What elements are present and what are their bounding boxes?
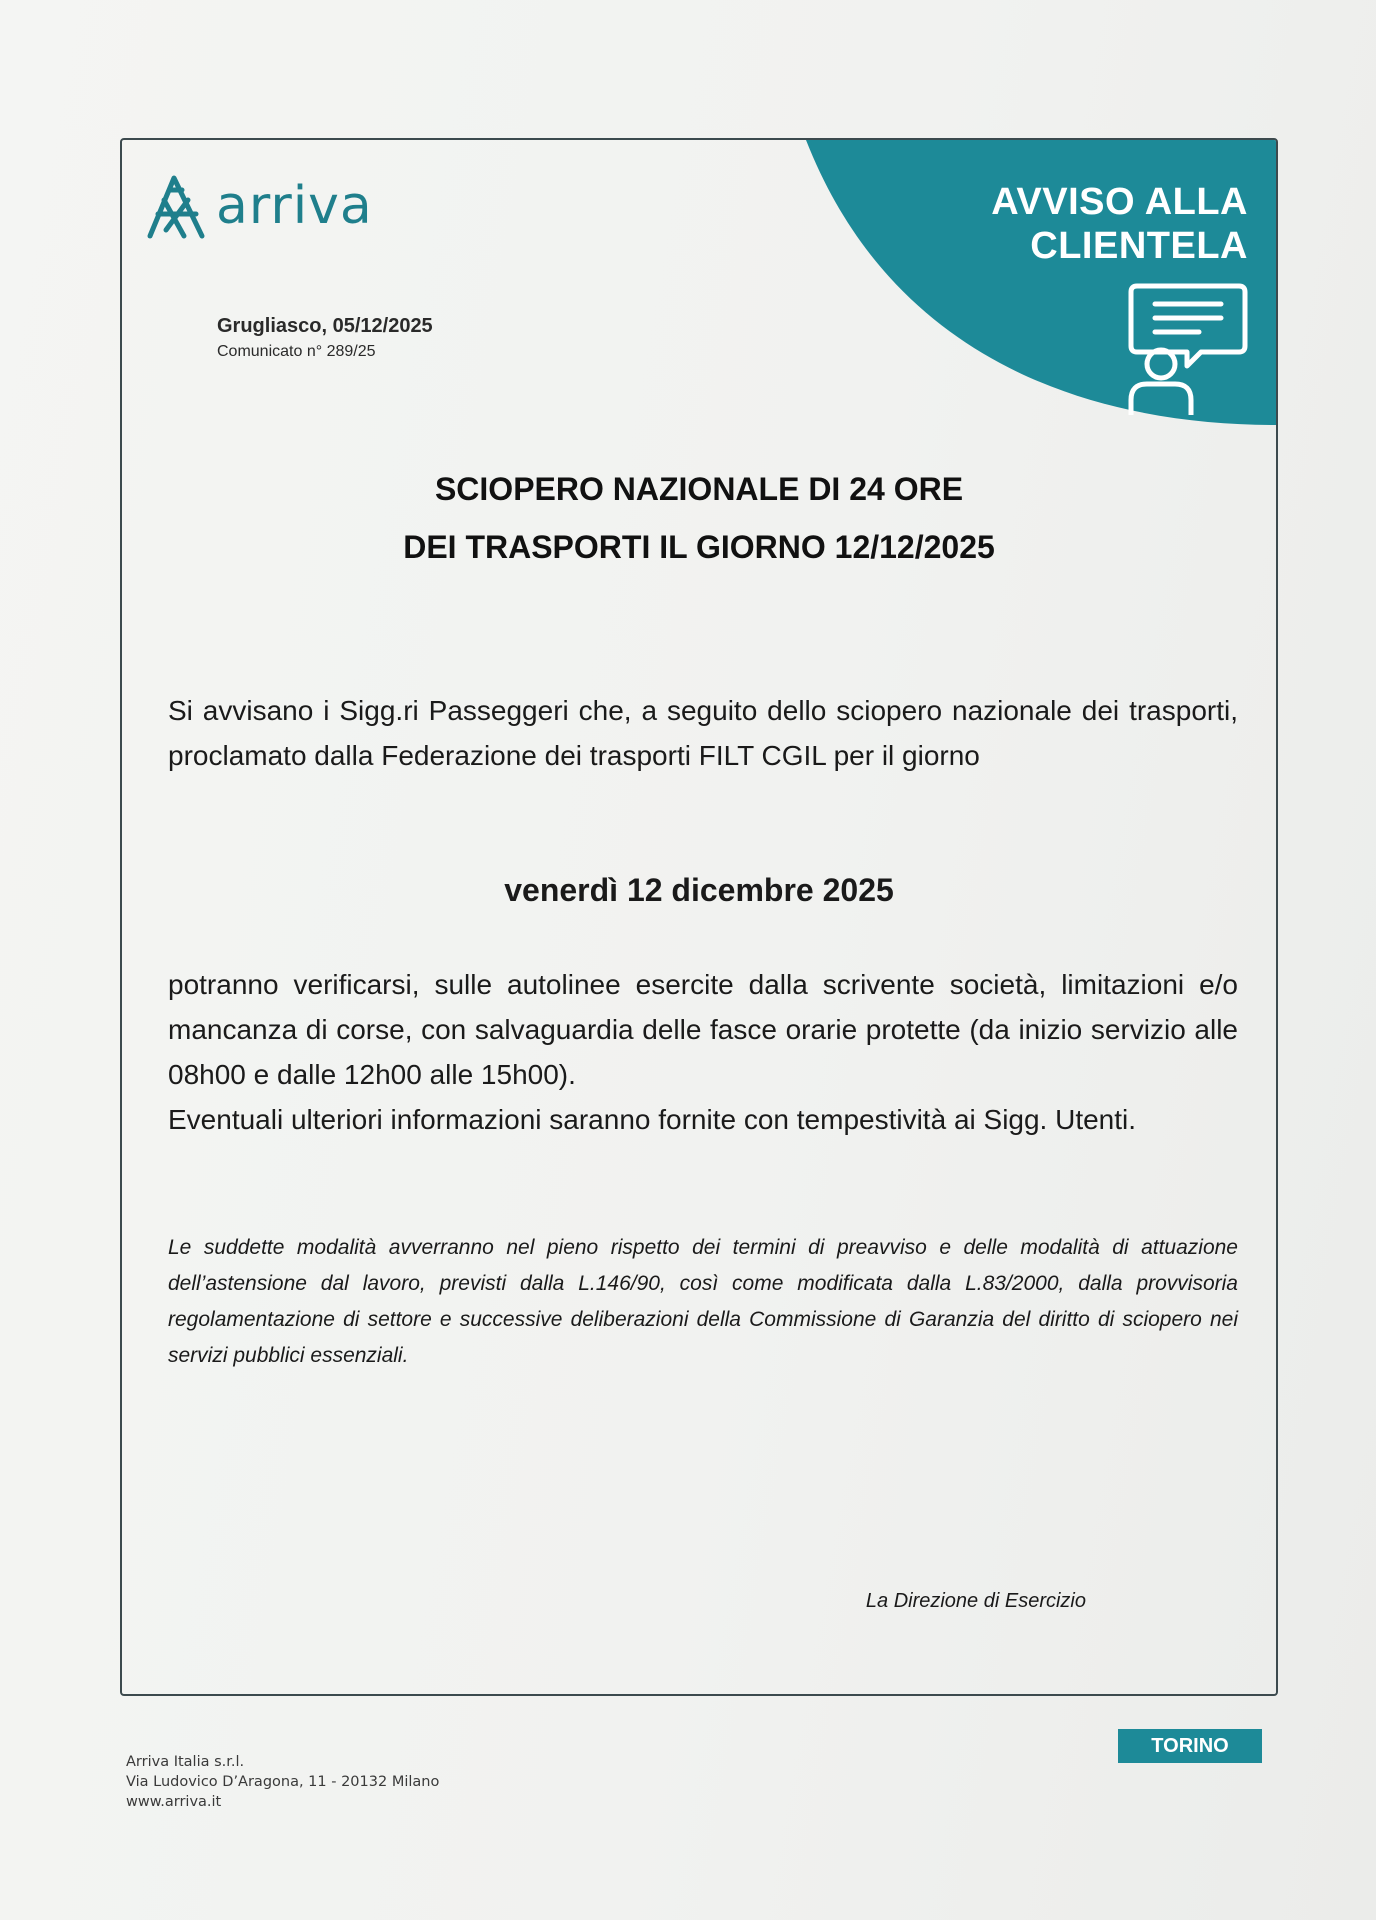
details-paragraph	[168, 962, 1238, 1142]
notice-frame	[120, 138, 1278, 1696]
communique-number: Comunicato n° 289/25	[217, 343, 376, 360]
company-footer	[126, 1752, 439, 1812]
arriva-logo-text: arriva	[216, 176, 373, 236]
footer-address: Via Ludovico D’Aragona, 11 - 20132 Milano	[126, 1774, 440, 1790]
arriva-logo	[144, 170, 373, 242]
signature: La Direzione di Esercizio	[865, 1590, 1086, 1612]
strike-date: venerdì 12 dicembre 2025	[504, 872, 894, 908]
headline-line2: DEI TRASPORTI IL GIORNO 12/12/2025	[403, 529, 995, 565]
legal-note: Le suddette modalità avverranno nel pieno rispetto dei termini di preavviso e delle modalità di attuazione dell’astensione dal lavoro, previsti dalla L.146/90, così come modificata dalla L.83/2000, dalla provvisoria regolamentazione di settore e successive deliberazioni della Commissione di Garanzia del diritto di sciopero nei servizi pubblici essenziali.	[168, 1236, 1238, 1367]
intro-paragraph: Si avvisano i Sigg.ri Passeggeri che, a seguito dello sciopero nazionale dei trasporti, proclamato dalla Federazione dei trasporti FILT CGIL per il giorno	[168, 695, 1238, 771]
arriva-logo-mark-icon	[144, 170, 208, 242]
further-info-text: Eventuali ulteriori informazioni saranno fornite con tempestività ai Sigg. Utenti.	[168, 1104, 1137, 1135]
city-tab: TORINO	[1118, 1729, 1262, 1763]
footer-website: www.arriva.it	[126, 1794, 222, 1810]
headline-line1: SCIOPERO NAZIONALE DI 24 ORE	[434, 471, 964, 507]
notice-banner-title	[918, 180, 1248, 268]
notice-banner-title-line2: CLIENTELA	[1030, 225, 1248, 267]
footer-company: Arriva Italia s.r.l.	[126, 1754, 245, 1770]
notice-headline	[122, 460, 1276, 576]
notice-banner-title-line1: AVVISO ALLA	[991, 181, 1248, 223]
place-date: Grugliasco, 05/12/2025	[217, 315, 433, 337]
notice-banner	[806, 140, 1276, 425]
customer-speech-bubble-icon	[1121, 280, 1251, 415]
details-text: potranno verificarsi, sulle autolinee esercite dalla scrivente società, limitazioni e/o mancanza di corse, con salvaguardia delle fasce orarie protette (da inizio servizio alle 08h00 e dalle 12h00 alle 15h00).	[168, 969, 1238, 1090]
